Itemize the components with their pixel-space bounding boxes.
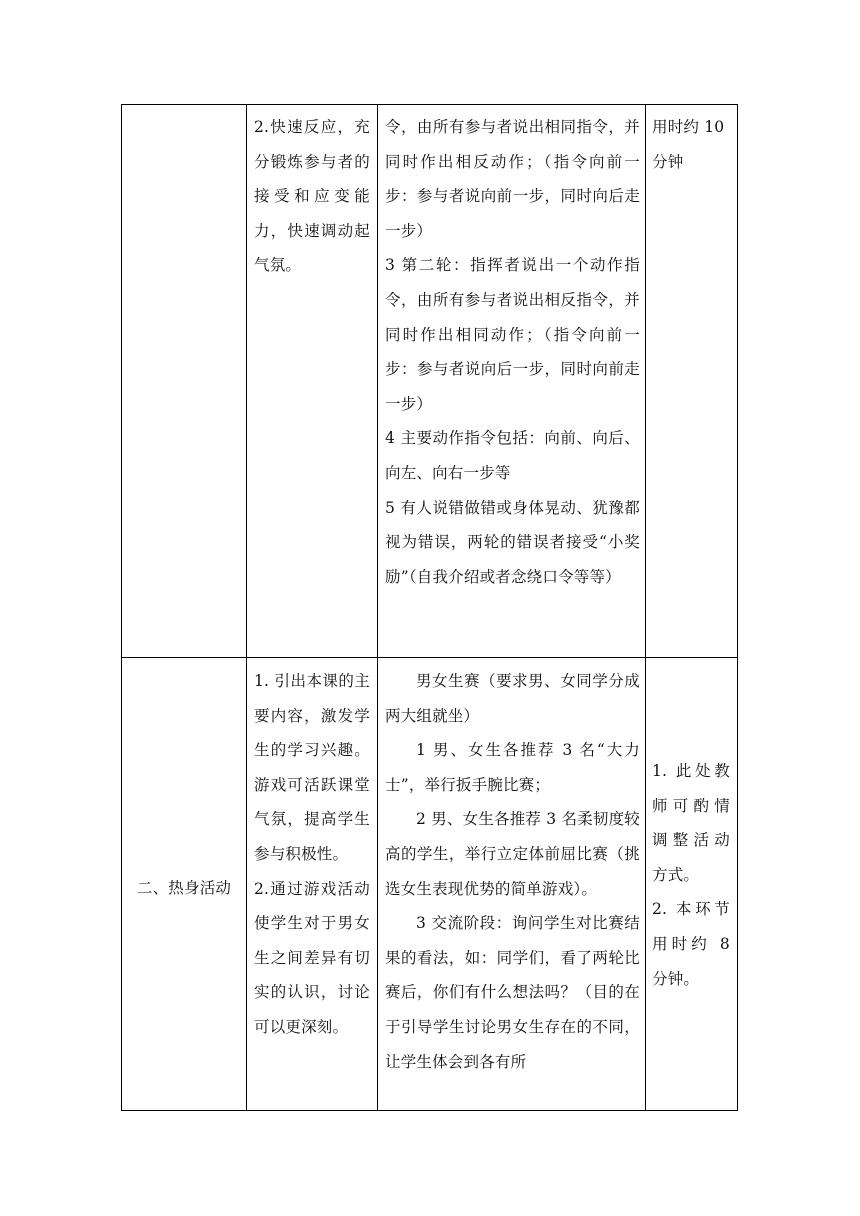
row2-activity-1: 男女生赛（要求男、女同学分成两大组就坐） [385,672,640,725]
row2-goals-cell [254,664,370,1045]
row1-activity-4: 5 有人说错做错或身体晃动、犹豫都视为错误，两轮的错误者接受“小奖励”（自我介绍或者念绕口令等等） [385,498,640,586]
row1-goals-cell [254,110,370,283]
row1-notes-cell [652,110,730,179]
row1-activity-2: 3 第二轮：指挥者说出一个动作指令，由所有参与者说出相反指令，并同时作出相同动作；（指令向前一步：参与者说向后一步，同时向前走一步） [385,256,640,413]
column-divider-2 [377,104,378,1111]
row2-note-1: 1. 此处教师可酌情调整活动方式。 [652,762,730,884]
row1-activities-cell [385,110,640,594]
row2-activity-3: 2 男、女生各推荐 3 名柔韧度较高的学生，举行立定体前屈比赛（挑选女生表现优势的简单游戏）。 [385,810,640,898]
table-right-border [737,104,738,1111]
table-left-border [121,104,122,1111]
row1-goal-1: 2.快速反应，充分锻炼参与者的接受和应变能力，快速调动起气氛。 [254,118,370,275]
row2-note-2: 2. 本环节用时约 8 分钟。 [652,900,730,988]
column-divider-1 [246,104,247,1111]
row2-activity-2: 1 男、女生各推荐 3 名“大力士”，举行扳手腕比赛； [385,741,640,794]
row1-activity-3: 4 主要动作指令包括：向前、向后、向左、向右一步等 [385,429,640,482]
row1-note-1: 用时约 10 分钟 [652,118,725,171]
row2-goal-2: 2.通过游戏活动使学生对于男女生之间差异有切实的认识，讨论可以更深刻。 [254,879,370,1036]
row2-section-cell [122,871,246,906]
column-divider-3 [645,104,646,1111]
row2-activities-cell [385,664,640,1079]
row2-notes-cell [652,754,730,996]
row1-activity-1: 令，由所有参与者说出相同指令，并同时作出相反动作；（指令向前一步：参与者说向前一步，同时向后走一步） [385,118,640,240]
row2-activity-4: 3 交流阶段：询问学生对比赛结果的看法，如：同学们，看了两轮比赛后，你们有什么想法吗？（目的在于引导学生讨论男女生存在的不同，让学生体会到各有所 [385,914,640,1071]
row2-goal-1: 1. 引出本课的主要内容，激发学生的学习兴趣。游戏可活跃课堂气氛，提高学生参与积极性。 [254,672,370,863]
section-title: 二、热身活动 [136,879,232,897]
